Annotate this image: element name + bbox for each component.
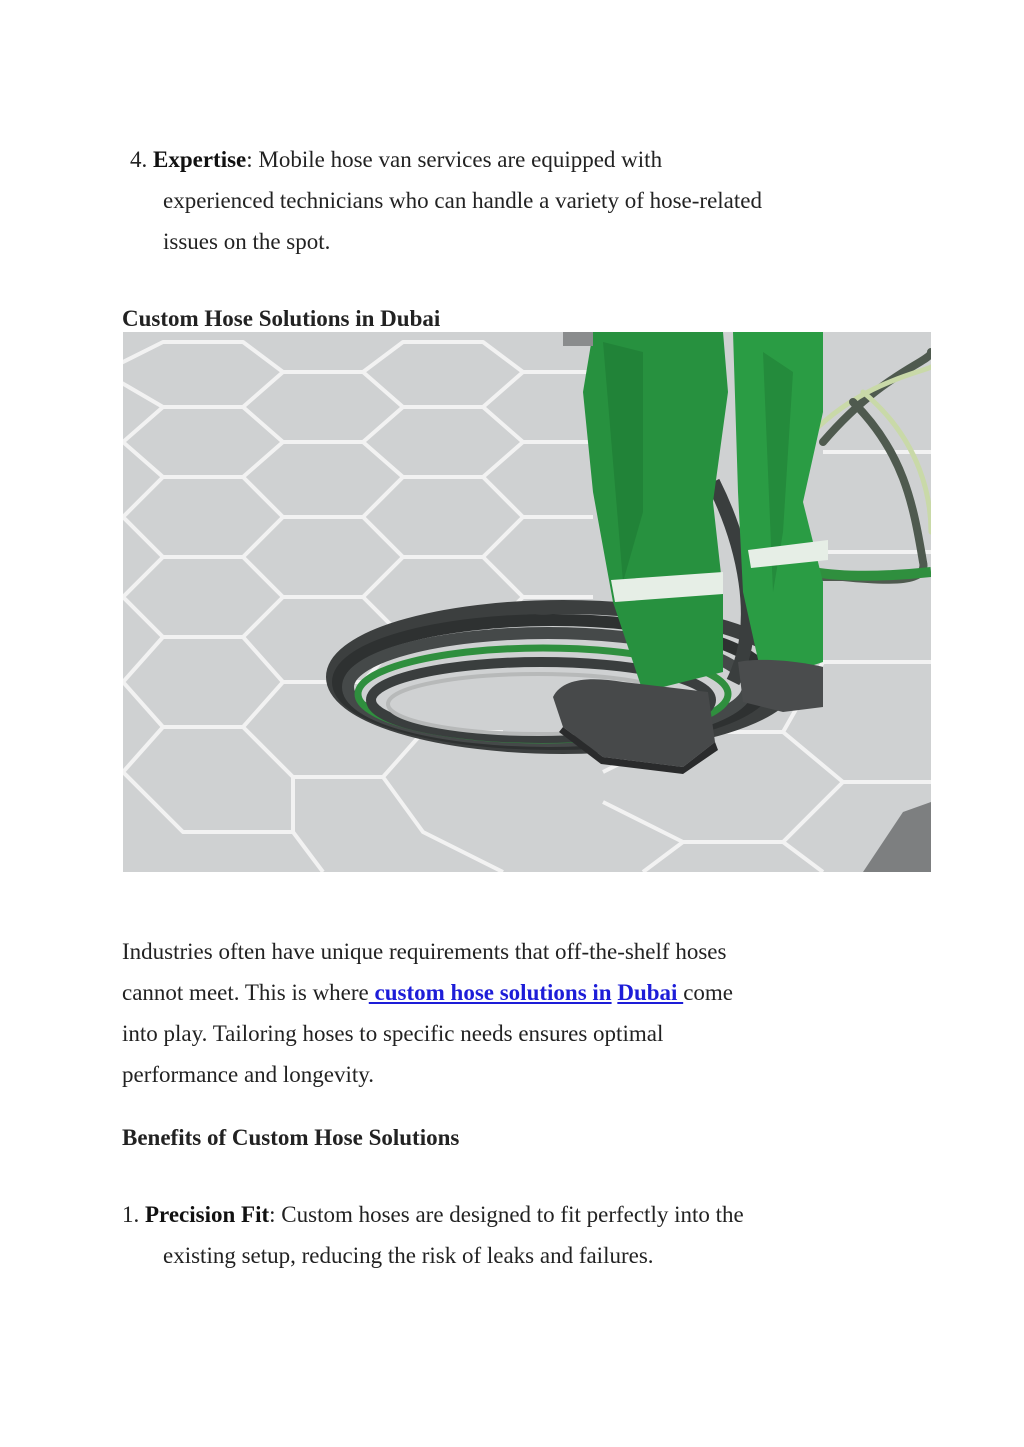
custom-hose-link[interactable]: custom hose solutions in (368, 980, 612, 1005)
list-term: Expertise (153, 147, 247, 172)
section-heading: Benefits of Custom Hose Solutions (122, 1125, 460, 1150)
list-text-line: : Custom hoses are designed to fit perfectly into the (269, 1202, 744, 1227)
paragraph-text: cannot meet. This is where (122, 980, 369, 1005)
list-item-precision-fit (122, 1194, 744, 1235)
list-text-line: existing setup, reducing the risk of leaks and failures. (163, 1243, 654, 1268)
paragraph-text: come (683, 980, 733, 1005)
hose-worker-photo (123, 332, 931, 872)
section-heading: Custom Hose Solutions in Dubai (122, 306, 441, 331)
list-text-line: : Mobile hose van services are equipped with (246, 147, 663, 172)
paragraph-line: performance and longevity. (122, 1062, 375, 1087)
list-text-line: issues on the spot. (163, 229, 331, 254)
list-text-line: experienced technicians who can handle a variety of hose-related (163, 188, 762, 213)
paragraph-line: into play. Tailoring hoses to specific needs ensures optimal (122, 1021, 664, 1046)
list-item-expertise (130, 139, 662, 180)
dubai-link[interactable]: Dubai (617, 980, 684, 1005)
paragraph-line (122, 972, 733, 1013)
paragraph-line: Industries often have unique requirements that off-the-shelf hoses (122, 939, 727, 964)
list-number: 4. (130, 147, 148, 172)
list-number: 1. (122, 1202, 140, 1227)
list-term: Precision Fit (145, 1202, 270, 1227)
